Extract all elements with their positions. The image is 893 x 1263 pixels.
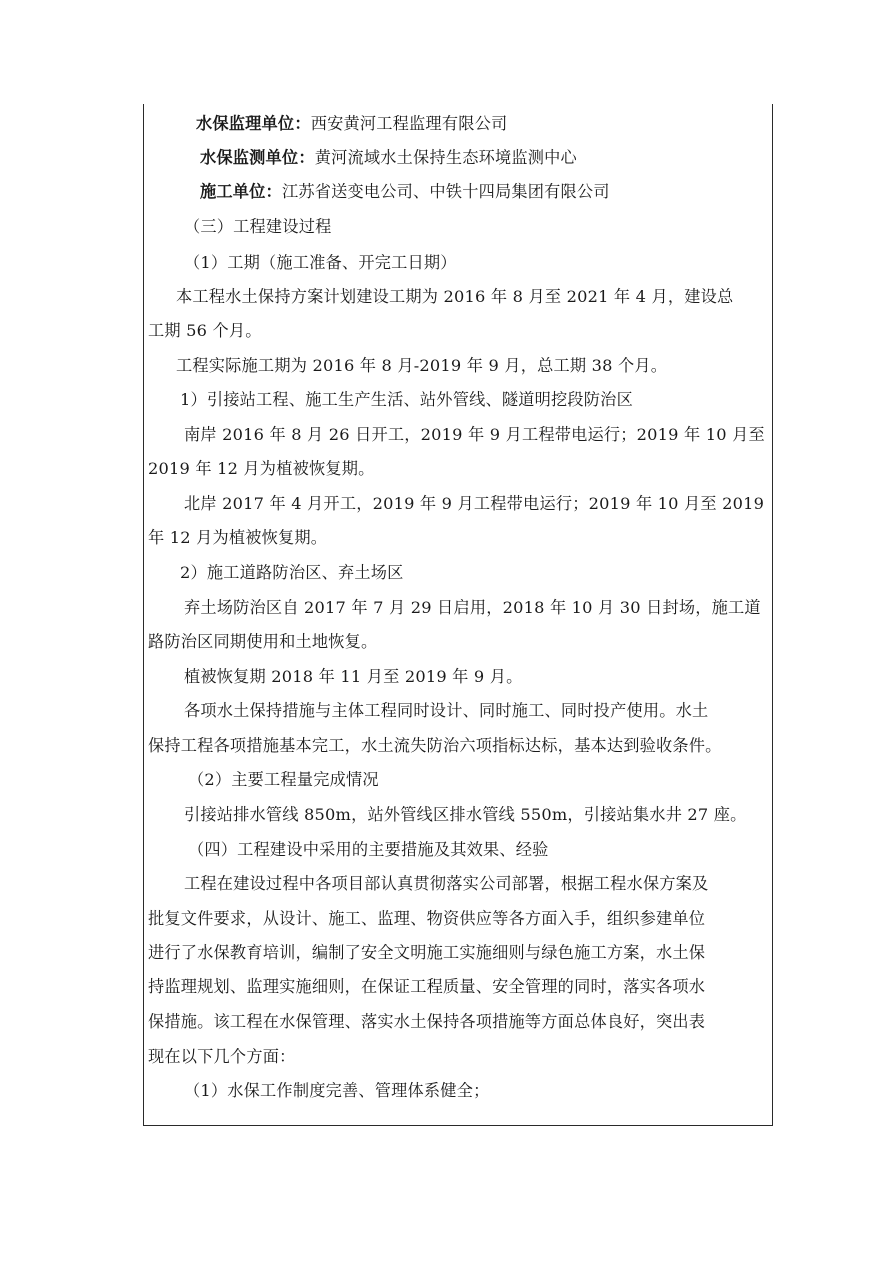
paragraph-line: 保持工程各项措施基本完工，水土流失防治六项指标达标，基本达到验收条件。 [148,736,722,755]
paragraph-line: 持监理规划、监理实施细则，在保证工程质量、安全管理的同时，落实各项水 [148,977,706,996]
section-heading: （四）工程建设中采用的主要措施及其效果、经验 [188,840,549,859]
paragraph-line: 引接站排水管线 850m，站外管线区排水管线 550m，引接站集水井 27 座。 [184,805,747,824]
construction-unit-line [200,182,772,202]
paragraph-line: 批复文件要求，从设计、施工、监理、物资供应等各方面入手，组织参建单位 [148,909,706,928]
paragraph-line: 北岸 2017 年 4 月开工，2019 年 9 月工程带电运行；2019 年 10 月至 2019 [184,494,765,513]
paragraph-line: 年 12 月为植被恢复期。 [148,528,328,547]
paragraph-line: 2019 年 12 月为植被恢复期。 [148,459,375,478]
paragraph-line: 南岸 2016 年 8 月 26 日开工，2019 年 9 月工程带电运行；2019 年 10 月至 [184,425,765,444]
construction-unit-value: 江苏省送变电公司、中铁十四局集团有限公司 [281,182,610,201]
monitoring-unit-label: 水保监测单位： [200,148,315,167]
document-frame [143,104,773,1126]
paragraph-line: 植被恢复期 2018 年 11 月至 2019 年 9 月。 [184,667,523,686]
list-heading: 1）引接站工程、施工生产生活、站外管线、隧道明挖段防治区 [180,390,633,409]
paragraph-line: 工期 56 个月。 [148,321,262,340]
supervision-unit-value: 西安黄河工程监理有限公司 [310,114,508,133]
paragraph-line: 路防治区同期使用和土地恢复。 [148,632,378,651]
list-heading: 2）施工道路防治区、弃土场区 [180,563,404,582]
paragraph-line: 各项水土保持措施与主体工程同时设计、同时施工、同时投产使用。水土 [184,701,709,720]
monitoring-unit-value: 黄河流域水土保持生态环境监测中心 [314,148,577,167]
paragraph-line: 工程在建设过程中各项目部认真贯彻落实公司部署，根据工程水保方案及 [184,874,709,893]
construction-unit-label: 施工单位： [200,182,282,201]
paragraph-line: 工程实际施工期为 2016 年 8 月-2019 年 9 月，总工期 38 个月。 [176,356,668,375]
list-item: （1）水保工作制度完善、管理体系健全； [184,1081,490,1100]
monitoring-unit-line [200,148,772,168]
paragraph-line: 本工程水土保持方案计划建设工期为 2016 年 8 月至 2021 年 4 月，建设总 [176,287,734,306]
subsection-heading: （2）主要工程量完成情况 [188,770,379,789]
paragraph-line: 弃土场防治区自 2017 年 7 月 29 日启用，2018 年 10 月 30 日封场，施工道 [184,598,761,617]
supervision-unit-line [196,114,772,134]
paragraph-line: 保措施。该工程在水保管理、落实水土保持各项措施等方面总体良好，突出表 [148,1012,706,1031]
paragraph-line: 现在以下几个方面： [148,1047,296,1066]
subsection-heading: （1）工期（施工准备、开完工日期） [184,253,457,272]
supervision-unit-label: 水保监理单位： [196,114,311,133]
paragraph-line: 进行了水保教育培训，编制了安全文明施工实施细则与绿色施工方案，水土保 [148,943,706,962]
section-heading: （三）工程建设过程 [184,217,332,236]
